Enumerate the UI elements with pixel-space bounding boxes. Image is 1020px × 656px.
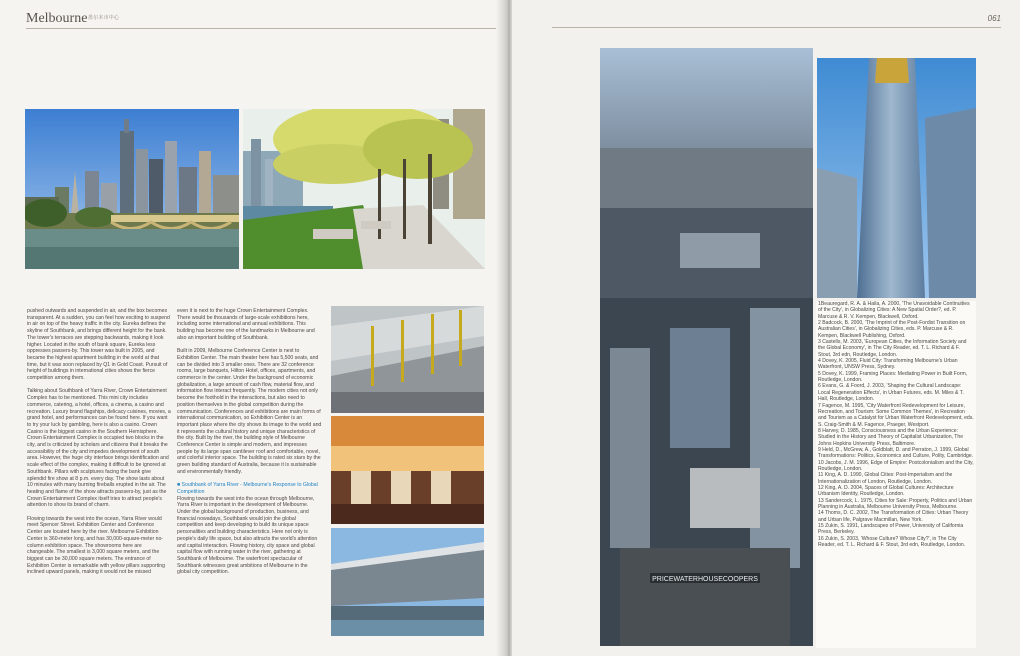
text-column-1 [27, 308, 171, 650]
reference-item: 6 Evans, G. & Foord, J. 2003, 'Shaping the Cultural Landscape: Local Regeneration Effects', in Urban Futures, eds. M. Miles & T. Hall, Routledge, London. [818, 383, 964, 403]
pwc-sign: PRICEWATERHOUSECOOPERS [652, 576, 758, 583]
paragraph: even it is next to the huge Crown Entertainment Complex. There would be thousands of large-scale exhibitions here, including some international and annual exhibitions. This building has become one of the landmarks in Melbourne and also an important building of Southbank. [177, 308, 315, 341]
reference-item: 13 Sandercock, L. 1975, Cities for Sale: Property, Politics and Urban Planning in Australia, Melbourne University Press, Melbourne. [818, 497, 973, 510]
brand-name: Melbourne [26, 11, 88, 26]
reference-item: 2 Badcock, B. 2000, 'The Imprint of the Post-Fordist Transition on Australian Cities', in Globalizing Cities, eds. P. Marcuse & R. Kempen, Blackwell Publishing, Oxford. [818, 320, 966, 339]
reference-item: 14 Thoms, D. C. 2002, The Transformation of Cities: Urban Theory and Urban life, Palgrave Macmillan, New York. [818, 510, 969, 523]
reference-item: 7 Fagence, M. 1995, 'City Waterfront Redevelopment for Leisure, Recreation, and Tourism: Some Common Themes', in Recreation and Tourism as a Catalyst for Urban Waterfront Redevelopment, eds. S. Craig-Smith & M. Fagence, Praeger, Westport. [818, 402, 974, 428]
paragraph: pushed outwards and suspended in air, and the box becomes transparent. At a sudden, you can feel how exciting to suspend in air on top of the heavy traffic in the city. Eureka defines the skyline of Southbank, and brings different height for the bank. The tower's terraces are stepping backwards, making it look higher. Located in the south of bank square, Eureka less oppresses passers-by. This tower was built in 2005, and became the highest apartment building in the world at that time, but it was soon replaced by Q1 in Gold Coast. Pursuit of height of buildings in international cities shows the fierce competition among them. [27, 308, 170, 382]
section-subheading: ■ Southbank of Yarra River - Melbourne's Response to Global Competition [177, 482, 318, 495]
brand-tagline: 墨尔本市中心 [88, 15, 120, 21]
exhibition-centre-photo [331, 306, 484, 413]
reference-item: 12 King, A. D. 2004, Spaces of Global Cultures: Architecture Urbanism Identity, Routledge, London. [818, 484, 954, 498]
references-list [816, 301, 976, 648]
convention-interior-photo [331, 416, 484, 524]
reference-item: 3 Castells, M. 2003, 'European Cities, the Information Society and the Global Economy', in The City Reader, ed. T. L. Richard & F. Stout, 3rd edn, Routledge, London. [818, 339, 967, 358]
skyline-bridge-photo [25, 109, 239, 269]
paragraph: Talking about Southbank of Yarra River, Crown Entertainment Complex has to be mentioned. This mini city includes commerce, catering, a hotel, offices, a cinema, a casino and recreation. Luxury brand flagships, delicacy cuisines, movies, a grand hotel, and performances can be found here. If you want to try your luck by gambling, here is also a casino. Crown Casino is the biggest casino in the Southern Hemisphere. Crown Entertainment Complex is occupied two blocks in the city, and is criticized by scholars and citizens that it breaks the accessibility of the city and impedes development of south area. However, the huge city interface brings identification and scale effect of the complex, making it difficult to be ignored at Southbank. Pillars with sculptures facing the bank give splendid fire show at 8 p.m. every day. The show lasts about 10 minutes with many burning fireballs erupted in the air. The heating and flame of the show attracts passers-by, just as the Crown Entertainment Complex itself tries to attract people's attention to show its brand of charm. [27, 388, 171, 509]
paragraph: Flowing towards the west into the ocean through Melbourne, Yarra River is important in the development of Melbourne. Under the global background of production, business, and financial nowadays, Southbank would join the global competition and keep developing to build its unique space personalities and building characteristics. Here not only is people's daily life space, but also attracts the world's attention and capital interaction. Flowing history, city space and global capital flow with running water in the river, gathering at Southbank of Melbourne. The waterfront spectacular of Southbank witnesses great ambitions of Melbourne in the global city competition. [177, 495, 318, 576]
reference-item: 8 Harvey, D. 1985, Consciousness and the Urban Experience: Studied in the History and Theory of Capitalist Urbanization, The Johns Hopkins University Press, Baltimore. [818, 427, 964, 447]
reference-item: 11 King, A. D. 1990, Global Cities: Post-Imperialism and the Internationalization of London, Routledge, London. [818, 472, 953, 485]
reference-item: 10 Jacobs, J. M. 1996, Edge of Empire: Postcolonialism and the City, Routledge, London. [818, 459, 974, 472]
running-header-left [26, 11, 496, 29]
reference-item: 15 Zukin, S. 1991, Landscapes of Power, University of California Press, Berkeley. [818, 523, 964, 536]
page-number: 061 [987, 14, 1001, 23]
reference-item: 16 Zukin, S. 2003, 'Whose Culture? Whose City?', in The City Reader, ed. T. L. Richard & F. Stout, 3rd edn, Routledge, London. [818, 535, 966, 549]
text-column-2 [177, 308, 322, 650]
paragraph: Built in 2009, Melbourne Conference Center is next to Exhibition Center. The main theater here has 5,500 seats, and can be divided into 3 smaller ones. There are 32 conference rooms, large banquets, Hilton Hotel, offices, apartments, and commerce in the center. Under the background of economic globalization, a large amount of cash flow, material flow, and information flow interact frequently. The modern cities not only become the foothold in the interactions, but also need to position themselves in the global competition during the communication. Conferences and exhibitions are main forms of international communication, so Exhibition Center is an important place where the city shows its image to the world and it represents the cultural history and unique characteristics of the city. Built by the river, the building style of Melbourne Conference Center is simple and modern, and impresses people by its large span cantilever roof and comfortable, novel, and colorful interior space. The building is rated six stars by the green building standard of Australia, because it is sustainable and environmentally friendly. [177, 348, 322, 475]
convention-exterior-photo [331, 528, 484, 636]
reference-item: 5 Dovey, K. 1999, Framing Places: Mediating Power in Built Form, Routledge, London. [818, 370, 968, 384]
paragraph: Flowing towards the west into the ocean, Yarra River would meet Spencer Street. Exhibition Center and Conference Center are located here by the river. Melbourne Exhibition Center is 360-meter long, and has 30,000-square-meter no-column exhibition space. The showrooms here are changeable. The smallest is 3,000 square meters, and the biggest can be 30,000 square meters. The entrance of Exhibition Center is remarkable with yellow pillars supporting inclined upward panels, making it would not be missed [27, 515, 166, 576]
reference-item: 1Beauregard, R. A. & Haila, A. 2000, 'The Unavoidable Continuities of the City', in Globalizing Cities: A New Spatial Order?, ed. P. Marcuse & R. V. Kempen, Blackwell, Oxford. [818, 301, 970, 320]
eureka-tower-photo [817, 58, 976, 298]
southbank-promenade-photo [243, 109, 485, 269]
left-page [0, 0, 505, 656]
reference-item: 4 Dovey, K. 2005, Fluid City: Transforming Melbourne's Urban Waterfront, UNSW Press, Sydney. [818, 358, 958, 371]
running-header-right [552, 15, 1001, 28]
aerial-city-photo [600, 48, 813, 646]
reference-item: 9 Held, D., McGrew, A., Goldblatt, D. and Perraton, J. 1999, Global Transformations: Politics, Economics and Culture, Polity, Cambridge. [818, 446, 974, 460]
